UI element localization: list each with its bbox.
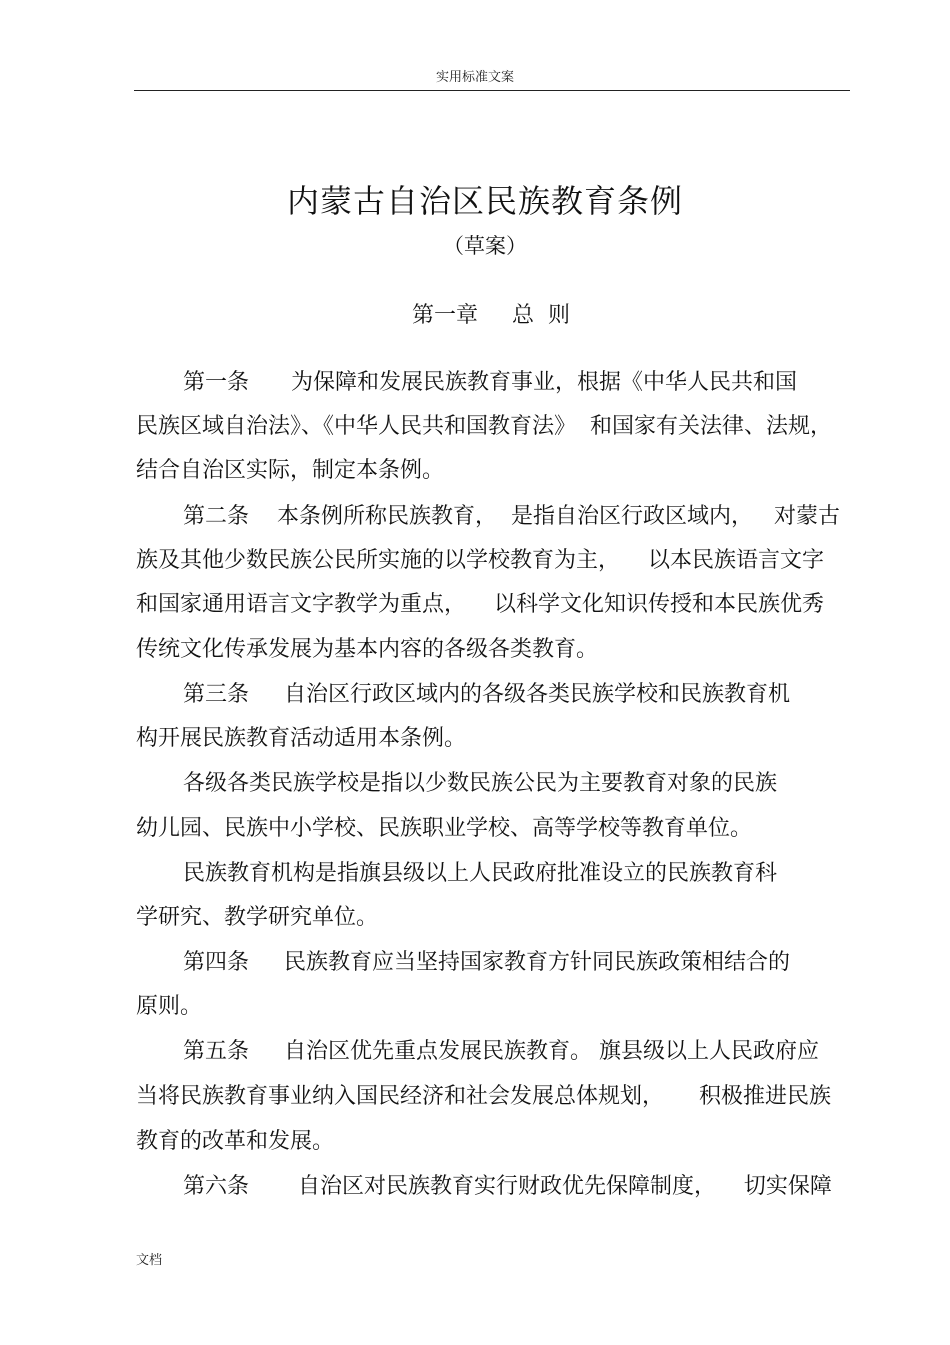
text-line: 第三条 自治区行政区域内的各级各类民族学校和民族教育机 [183,682,790,707]
document-subtitle: （草案） [443,234,527,258]
text-line: 学研究、教学研究单位。 [136,905,379,930]
text-line: 民族区域自治法》、《中华人民共和国教育法》 和国家有关法律、法规， [136,414,832,439]
chapter-number: 第一章 [411,303,478,328]
document-title: 内蒙古自治区民族教育条例 [286,182,683,220]
page-header: 实用标准文案 [435,70,514,85]
text-line: 原则。 [136,994,203,1019]
text-line: 第六条 自治区对民族教育实行财政优先保障制度， 切实保障 [183,1174,832,1199]
text-line: 第五条 自治区优先重点发展民族教育。 旗县级以上人民政府应 [183,1039,819,1064]
text-line: 构开展民族教育活动适用本条例。 [136,726,467,751]
chapter-name-part1: 总 [511,303,534,328]
chapter-name-part2: 则 [548,303,571,328]
header-rule [134,90,850,91]
text-line: 教育的改革和发展。 [136,1129,335,1154]
text-line: 族及其他少数民族公民所实施的以学校教育为主， 以本民族语言文字 [136,548,824,573]
text-line: 第二条 本条例所称民族教育， 是指自治区行政区域内， 对蒙古 [183,504,840,529]
text-line: 各级各类民族学校是指以少数民族公民为主要教育对象的民族 [183,771,778,796]
text-line: 第一条 为保障和发展民族教育事业，根据《中华人民共和国 [183,370,797,395]
text-line: 民族教育机构是指旗县级以上人民政府批准设立的民族教育科 [183,861,778,886]
text-line: 结合自治区实际，制定本条例。 [136,458,445,483]
text-line: 第四条 民族教育应当坚持国家教育方针同民族政策相结合的 [183,950,790,975]
page-footer: 文档 [136,1253,163,1268]
text-line: 传统文化传承发展为基本内容的各级各类教育。 [136,637,599,662]
text-line: 当将民族教育事业纳入国民经济和社会发展总体规划， 积极推进民族 [136,1084,831,1109]
text-line: 和国家通用语言文字教学为重点， 以科学文化知识传授和本民族优秀 [136,592,824,617]
text-line: 幼儿园、民族中小学校、民族职业学校、高等学校等教育单位。 [136,816,753,841]
chapter-heading [0,298,950,329]
